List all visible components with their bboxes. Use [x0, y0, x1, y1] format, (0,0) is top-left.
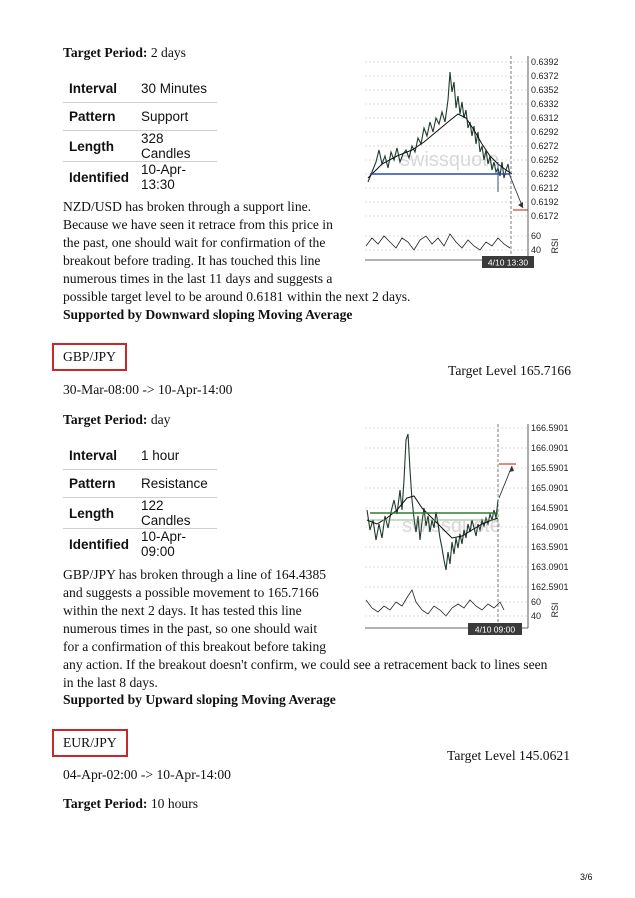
gbpjpy-target-level: Target Level 165.7166	[448, 363, 571, 378]
table-key: Length	[63, 498, 135, 529]
axis-label: 0.6272	[531, 141, 559, 151]
table-value: 30 Minutes	[135, 75, 217, 103]
description-line: any action. If the breakout doesn't confirm, we could see a retracement back to lines seen	[63, 657, 548, 672]
axis-label: 0.6352	[531, 85, 559, 95]
eurjpy-pair-box: EUR/JPY	[52, 729, 128, 757]
table-row	[63, 498, 217, 529]
target-period-label: Target Period:	[63, 45, 148, 60]
axis-label: 0.6232	[531, 169, 559, 179]
description-line: for a confirmation of this breakout before taking	[63, 639, 327, 654]
axis-label: 0.6252	[531, 155, 559, 165]
table-value: 122 Candles	[135, 498, 217, 529]
table-value: 1 hour	[135, 442, 217, 470]
axis-label: 0.6212	[531, 183, 559, 193]
gbpjpy-description	[63, 566, 547, 692]
price-series	[367, 434, 498, 570]
table-row	[63, 529, 217, 560]
description-line: the past, one should wait for confirmation of the	[63, 235, 326, 250]
axis-label: 163.0901	[531, 562, 569, 572]
rsi-axis-title: RSI	[550, 238, 560, 254]
gbpjpy-pair-box: GBP/JPY	[52, 343, 127, 371]
table-key: Identified	[69, 169, 129, 185]
table-key: Interval	[63, 442, 135, 470]
rsi-label: 60	[531, 597, 542, 607]
description-line: NZD/USD has broken through a support line.	[63, 199, 312, 214]
eurjpy-date-range: 04-Apr-02:00 -> 10-Apr-14:00	[63, 767, 231, 782]
axis-label: 0.6392	[531, 57, 559, 67]
rsi-label: 40	[531, 245, 542, 255]
table-key: Identified	[69, 536, 129, 552]
table-key: Pattern	[63, 470, 135, 498]
date-tag-label: 4/10 09:00	[474, 624, 516, 635]
table-key: Interval	[63, 75, 135, 103]
rsi-label: 60	[531, 231, 542, 241]
table-key: Length	[63, 131, 135, 162]
axis-label: 163.5901	[531, 542, 569, 552]
price-axis-labels	[531, 57, 559, 221]
description-line: in the last 8 days.	[63, 675, 158, 690]
table-value: 328 Candles	[135, 131, 217, 162]
page-number: 3/6	[580, 872, 593, 882]
rsi-label: 40	[531, 611, 542, 621]
target-period-label: Target Period:	[63, 412, 148, 427]
eurjpy-target-period	[63, 796, 198, 812]
axis-label: 0.6332	[531, 99, 559, 109]
description-line: numerous times in the last 11 days and suggests a	[63, 271, 333, 286]
axis-label: 166.0901	[531, 443, 569, 453]
axis-label: 164.5901	[531, 503, 569, 513]
target-period-value: 10 hours	[150, 796, 199, 811]
nzdusd-support-note: Supported by Downward sloping Moving Average	[63, 307, 353, 322]
table-row	[63, 131, 217, 162]
target-period-value: day	[150, 412, 171, 427]
target-period-label: Target Period:	[63, 796, 148, 811]
gbpjpy-target-period	[63, 412, 170, 428]
table-row	[63, 470, 217, 498]
eurjpy-target-level: Target Level 145.0621	[447, 748, 570, 763]
table-value: Support	[135, 103, 217, 131]
table-value: 10-Apr-13:30	[141, 162, 187, 192]
axis-label: 166.5901	[531, 423, 569, 433]
axis-label: 165.5901	[531, 463, 569, 473]
axis-label: 162.5901	[531, 582, 569, 592]
description-line: breakout before trading. It has touched this line	[63, 253, 321, 268]
table-row	[63, 162, 217, 193]
date-tag-label: 4/10 13:30	[487, 257, 529, 268]
axis-label: 0.6372	[531, 71, 559, 81]
table-value: 10-Apr-09:00	[141, 529, 187, 559]
table-row	[63, 75, 217, 103]
nzdusd-info-table	[63, 75, 217, 192]
description-line: Because we have seen it retrace from this price in	[63, 217, 333, 232]
table-value: Resistance	[135, 470, 217, 498]
gbpjpy-date-range: 30-Mar-08:00 -> 10-Apr-14:00	[63, 382, 233, 397]
description-line: GBP/JPY has broken through a line of 164.4385	[63, 567, 327, 582]
axis-label: 0.6312	[531, 113, 559, 123]
nzdusd-description	[63, 198, 410, 306]
axis-label: 164.0901	[531, 522, 569, 532]
rsi-axis-title: RSI	[550, 602, 560, 618]
gbpjpy-support-note: Supported by Upward sloping Moving Average	[63, 692, 336, 707]
table-row	[63, 103, 217, 131]
nzdusd-target-period	[63, 45, 186, 61]
axis-label: 0.6292	[531, 127, 559, 137]
description-line: numerous times in the past, so one should wait	[63, 621, 318, 636]
axis-label: 165.0901	[531, 483, 569, 493]
chart-watermark: swissquote	[400, 149, 499, 171]
chart-watermark: swissquote	[402, 515, 501, 537]
target-period-value: 2 days	[150, 45, 186, 60]
axis-label: 0.6172	[531, 211, 559, 221]
table-key: Pattern	[63, 103, 135, 131]
description-line: possible target level to be around 0.6181 within the next 2 days.	[63, 289, 411, 304]
description-line: within the next 2 days. It has tested this line	[63, 603, 302, 618]
gbpjpy-info-table	[63, 442, 217, 559]
table-row	[63, 442, 217, 470]
axis-label: 0.6192	[531, 197, 559, 207]
description-line: and suggests a possible movement to 165.7166	[63, 585, 319, 600]
